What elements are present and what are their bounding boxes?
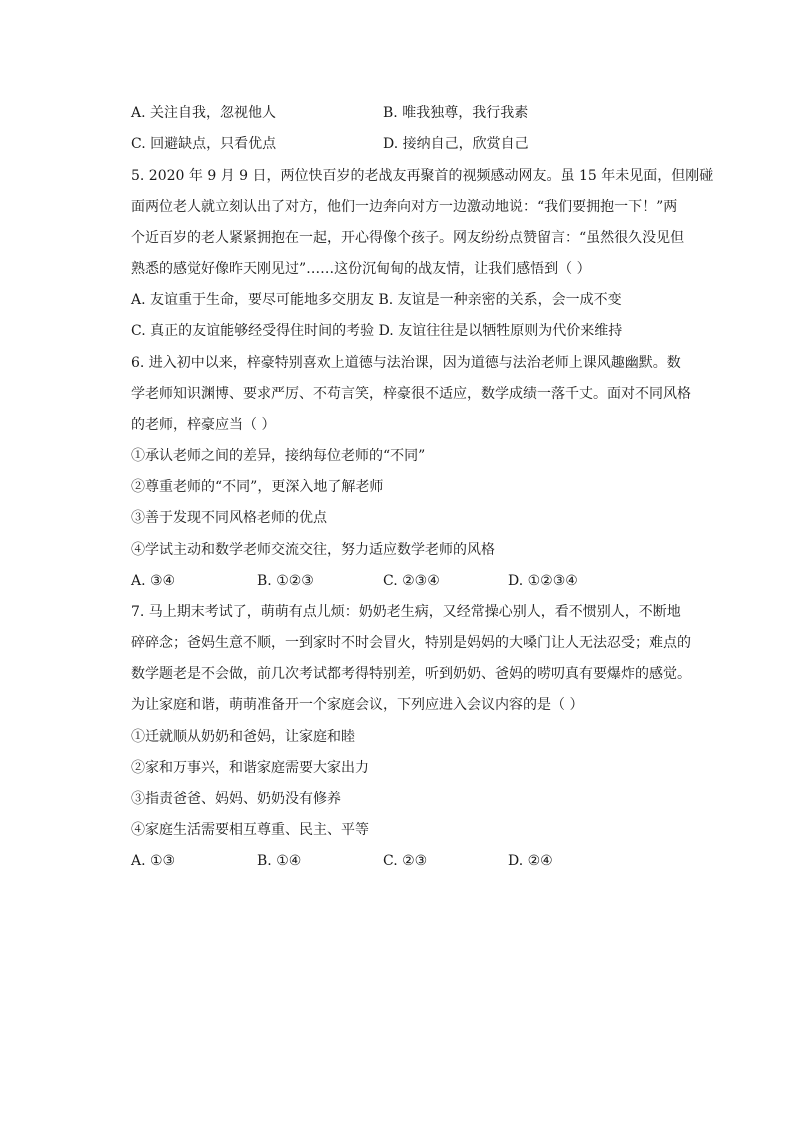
q6-stem-line: 的老师，梓豪应当（ ） bbox=[131, 417, 276, 433]
q5-stem-line: 5. 2020 年 9 月 9 日，两位快百岁的老战友再聚首的视频感动网友。虽 15 年未见面，但刚碰 bbox=[131, 168, 714, 184]
q6-option-a: A. ③④ bbox=[131, 573, 176, 589]
q4-option-a: A. 关注自我，忽视他人 bbox=[131, 105, 277, 121]
q7-stem-line: 为让家庭和谐，萌萌准备开一个家庭会议，下列应进入会议内容的是（ ） bbox=[131, 697, 584, 713]
q4-option-b: B. 唯我独尊，我行我素 bbox=[383, 105, 529, 121]
q7-stem-line: 碎碎念；爸妈生意不顺，一到家时不时会冒火，特别是妈妈的大嗓门让人无法忍受；难点的 bbox=[131, 635, 691, 651]
q7-item: ②家和万事兴，和谐家庭需要大家出力 bbox=[131, 760, 369, 776]
q7-option-d: D. ②④ bbox=[508, 853, 553, 869]
q4-option-c: C. 回避缺点，只看优点 bbox=[131, 136, 277, 152]
q7-stem-line: 7. 马上期末考试了，萌萌有点儿烦：奶奶老生病，又经常操心别人，看不惯别人，不断地 bbox=[131, 604, 681, 620]
q5-stem-line: 面两位老人就立刻认出了对方，他们一边奔向对方一边激动地说：“我们要拥抱一下！”两 bbox=[131, 199, 678, 215]
q7-item: ①迁就顺从奶奶和爸妈，让家庭和睦 bbox=[131, 729, 355, 745]
q5-stem-line: 个近百岁的老人紧紧拥抱在一起，开心得像个孩子。网友纷纷点赞留言：“虽然很久没见但 bbox=[131, 230, 685, 246]
q6-item: ②尊重老师的“不同”，更深入地了解老师 bbox=[131, 479, 384, 495]
q6-stem-line: 学老师知识渊博、要求严厉、不苟言笑，梓豪很不适应，数学成绩一落千丈。面对不同风格 bbox=[131, 386, 691, 402]
q6-item: ①承认老师之间的差异，接纳每位老师的“不同” bbox=[131, 448, 426, 464]
q5-options-cd: C. 真正的友谊能够经受得住时间的考验 D. 友谊往往是以牺牲原则为代价来维持 bbox=[131, 323, 623, 339]
q7-option-a: A. ①③ bbox=[131, 853, 176, 869]
q7-item: ③指责爸爸、妈妈、奶奶没有修养 bbox=[131, 791, 341, 807]
q7-stem-line: 数学题老是不会做，前几次考试都考得特别差，听到奶奶、爸妈的唠叨真有要爆炸的感觉。 bbox=[131, 666, 691, 682]
q5-stem-line: 熟悉的感觉好像昨天刚见过”……这份沉甸甸的战友情，让我们感悟到（ ） bbox=[131, 261, 591, 277]
q6-item: ④学试主动和数学老师交流交往，努力适应数学老师的风格 bbox=[131, 542, 495, 558]
q7-option-b: B. ①④ bbox=[257, 853, 302, 869]
q6-stem-line: 6. 进入初中以来，梓豪特别喜欢上道德与法治课，因为道德与法治老师上课风趣幽默。数 bbox=[131, 355, 681, 371]
q7-item: ④家庭生活需要相互尊重、民主、平等 bbox=[131, 822, 369, 838]
q7-option-c: C. ②③ bbox=[383, 853, 428, 869]
q5-options-ab: A. 友谊重于生命，要尽可能地多交朋友 B. 友谊是一种亲密的关系，会一成不变 bbox=[131, 292, 622, 308]
q6-item: ③善于发现不同风格老师的优点 bbox=[131, 510, 327, 526]
q4-option-d: D. 接纳自己，欣赏自己 bbox=[383, 136, 529, 152]
q6-option-c: C. ②③④ bbox=[383, 573, 440, 589]
q6-option-d: D. ①②③④ bbox=[508, 573, 578, 589]
q6-option-b: B. ①②③ bbox=[257, 573, 314, 589]
